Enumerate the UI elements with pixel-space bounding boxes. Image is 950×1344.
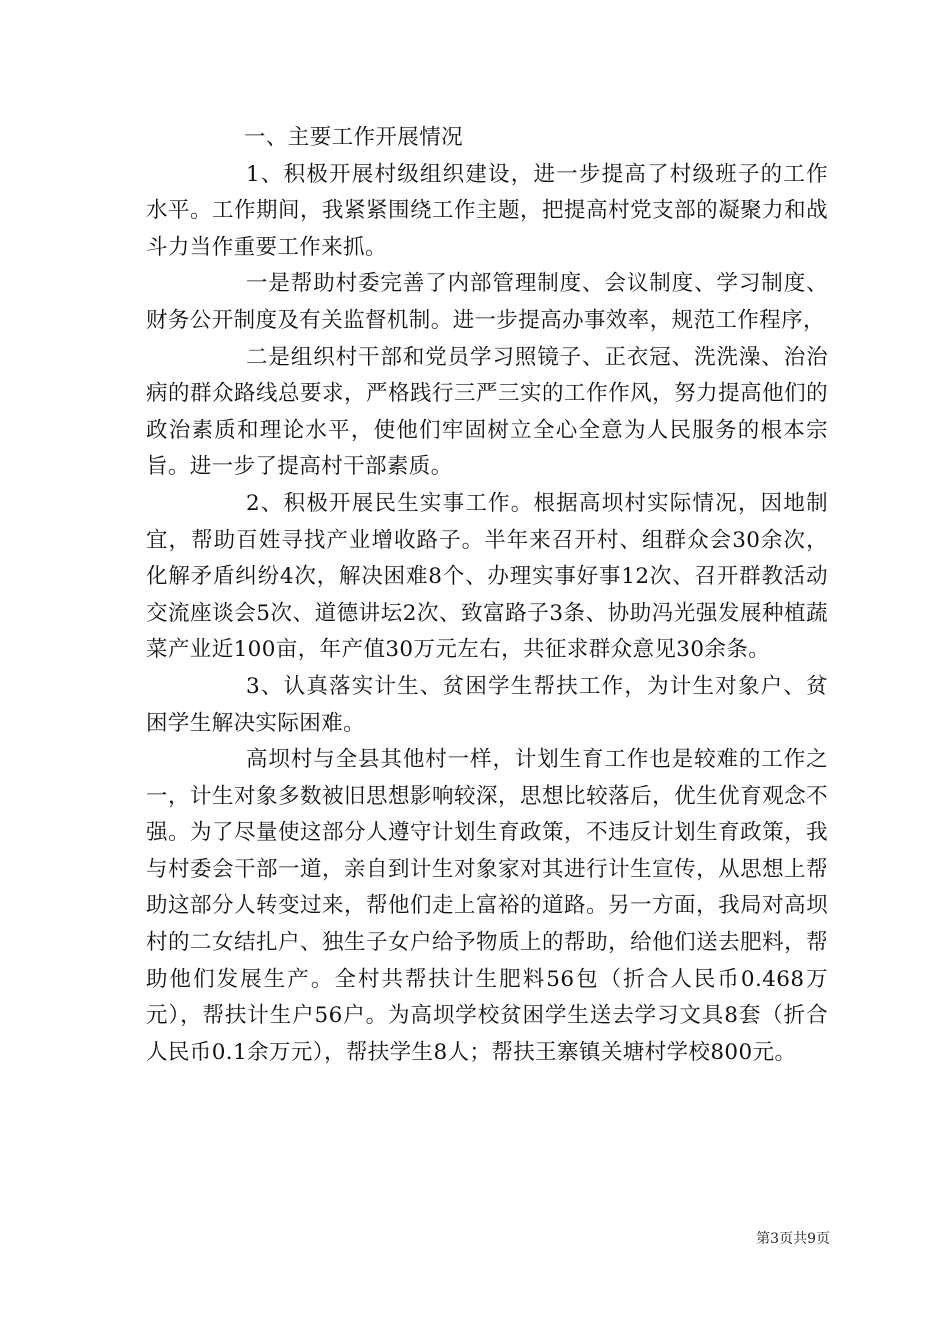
paragraph-3: 二是组织村干部和党员学习照镜子、正衣冠、洗洗澡、治治病的群众路线总要求，严格践行三严三实的工作作风，努力提高他们的政治素质和理论水平，使他们牢固树立全心全意为人民服务的根本宗旨。进一步了提高村干部素质。 (146, 344, 828, 480)
paragraph-6: 高坝村与全县其他村一样，计划生育工作也是较难的工作之一，计生对象多数被旧思想影响较深，思想比较落后，优生优育观念不强。为了尽量使这部分人遵守计划生育政策，不违反计划生育政策，我与村委会干部一道，亲自到计生对象家对其进行计生宣传，从思想上帮助这部分人转变过来，帮他们走上富裕的道路。另一方面，我局对高坝村的二女结扎户、独生子女户给予物质上的帮助，给他们送去肥料，帮助他们发展生产。全村共帮扶计生肥料56包（折合人民币0.468万元），帮扶计生户56户。为高坝学校贫困学生送去学习文具8套（折合人民币0.1余万元），帮扶学生8人；帮扶王寨镇关塘村学校800元。 (146, 747, 828, 1065)
paragraph-4: 2、积极开展民生实事工作。根据高坝村实际情况，因地制宜，帮助百姓寻找产业增收路子。半年来召开村、组群众会30余次，化解矛盾纠纷4次，解决困难8个、办理实事好事12次、召开群教活动交流座谈会5次、道德讲坛2次、致富路子3条、协助冯光强发展种植蔬菜产业近100亩，年产值30万元左右，共征求群众意见30余条。 (146, 490, 828, 663)
document-body (146, 120, 828, 1071)
paragraph-2: 一是帮助村委完善了内部管理制度、会议制度、学习制度、财务公开制度及有关监督机制。进一步提高办事效率，规范工作程序， (146, 271, 828, 333)
section-heading: 一、主要工作开展情况 (244, 125, 464, 150)
page-number: 第3页共9页 (756, 1231, 830, 1247)
paragraph-5: 3、认真落实计生、贫困学生帮扶工作，为计生对象户、贫困学生解决实际困难。 (146, 673, 828, 736)
paragraph-1: 1、积极开展村级组织建设，进一步提高了村级班子的工作水平。工作期间，我紧紧围绕工作主题，把提高村党支部的凝聚力和战斗力当作重要工作来抓。 (146, 161, 828, 260)
